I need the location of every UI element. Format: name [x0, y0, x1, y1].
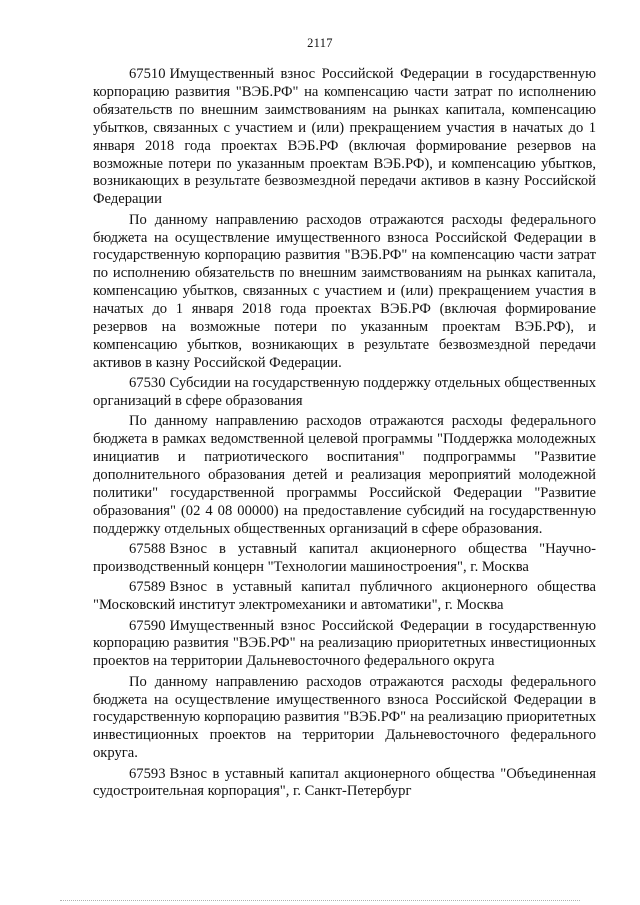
- paragraph-67589: [93, 579, 596, 615]
- paragraph-text: Имущественный взнос Российской Федерации в государственную корпорацию развития "ВЭБ.РФ" на реализацию приоритетных инвестиционных проектов на территории Дальневосточного федерального округа: [93, 617, 596, 670]
- page-number: 2117: [307, 36, 333, 50]
- paragraph-text: Субсидии на государственную поддержку отдельных общественных организаций в сфере образования: [93, 375, 596, 410]
- budget-code: 67530: [129, 375, 166, 392]
- paragraph-67510: [93, 66, 596, 209]
- paragraph-67530: [93, 375, 596, 411]
- paragraph-description: [93, 674, 596, 764]
- paragraph-67588: [93, 541, 596, 577]
- paragraph-text: Взнос в уставный капитал акционерного общества "Научно-производственный концерн "Технологии машиностроения", г. Москва: [93, 541, 596, 576]
- budget-code: 67510: [129, 66, 166, 82]
- paragraph-description: [93, 413, 596, 538]
- budget-code: 67593: [129, 765, 166, 782]
- document-body: [93, 66, 596, 804]
- paragraph-text: Взнос в уставный капитал публичного акционерного общества "Московский институт электромеханики и автоматики", г. Москва: [93, 579, 596, 614]
- paragraph-description: [93, 212, 596, 373]
- paragraph-text: По данному направлению расходов отражаются расходы федерального бюджета в рамках ведомственной целевой программы "Поддержка молодежных инициатив и патриотического воспитания" подпрограммы "Развитие дополнительного образования детей и реализация мероприятий молодежной политики" государственной программы Российской Федерации "Развитие образования" (02 4 08 00000) на предоставление субсидий на государственную поддержку отдельных общественных организаций в сфере образования.: [93, 413, 596, 537]
- paragraph-67593: [93, 766, 596, 802]
- paragraph-text: Взнос в уставный капитал акционерного общества "Объединенная судостроительная корпорация", г. Санкт-Петербург: [93, 765, 596, 800]
- paragraph-text: По данному направлению расходов отражаются расходы федерального бюджета на осуществление имущественного взноса Российской Федерации в государственную корпорацию развития "ВЭБ.РФ" на компенсацию части затрат по исполнению обязательств по внешним заимствованиям на рынках капитала, компенсацию убытков, связанных с участием и (или) прекращением участия в начатых до 1 января 2018 года проектах ВЭБ.РФ (включая формирование резервов на возможные потери по указанным проектам ВЭБ.РФ), и компенсацию убытков, возникающих в результате безвозмездной передачи активов в казну Российской Федерации.: [93, 211, 596, 371]
- paragraph-text: Имущественный взнос Российской Федерации в государственную корпорацию развития "ВЭБ.РФ" на компенсацию части затрат по исполнению обязательств по внешним заимствованиям на рынках капитала, компенсацию убытков, связанных с участием и (или) прекращением участия в начатых до 1 января 2018 года проектах ВЭБ.РФ (включая формирование резервов на возможные потери по указанным проектам ВЭБ.РФ), и компенсацию убытков, возникающих в результате безвозмездной передачи активов в казну Российской Федерации: [93, 66, 596, 208]
- paragraph-67590: [93, 618, 596, 672]
- budget-code: 67588: [129, 541, 166, 558]
- scan-edge-line: [60, 900, 580, 902]
- paragraph-text: По данному направлению расходов отражаются расходы федерального бюджета на осуществление имущественного взноса Российской Федерации в государственную корпорацию развития "ВЭБ.РФ" на реализацию приоритетных инвестиционных проектов на территории Дальневосточного федерального округа.: [93, 673, 596, 762]
- budget-code: 67590: [129, 617, 166, 634]
- budget-code: 67589: [129, 579, 166, 596]
